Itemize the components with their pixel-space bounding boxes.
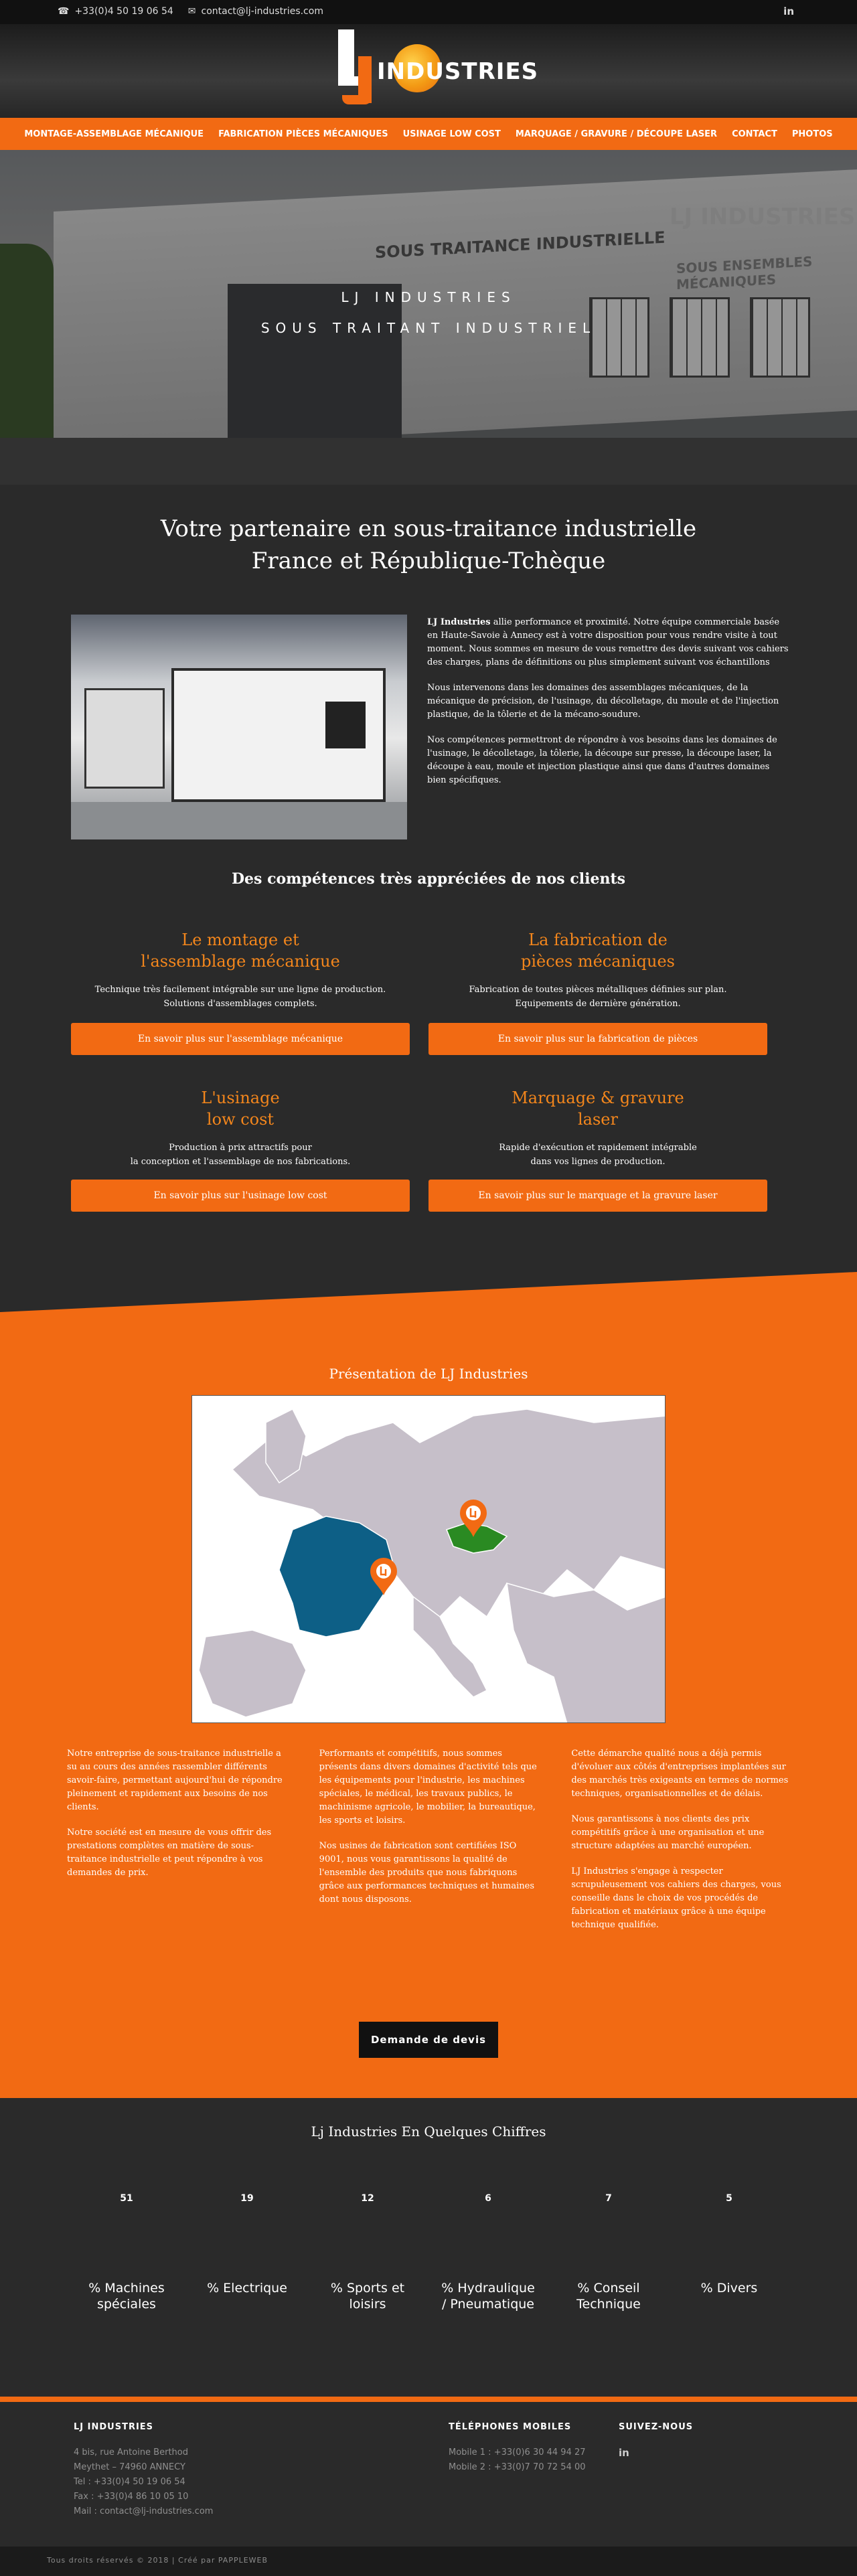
nav-item-contact[interactable]: CONTACT bbox=[732, 129, 777, 139]
skill-card-usinage bbox=[71, 1087, 410, 1201]
figure-label-line-1: % Hydraulique bbox=[441, 2281, 535, 2296]
footer-address-line: Meythet – 74960 ANNECY bbox=[74, 2462, 185, 2472]
presentation-paragraph: Performants et compétitifs, nous sommes présents dans divers domaines d'activité tels que les équipements pour l'industrie, les machines spéciales, le médical, les travaux publics, le machinisme agricole, le mobilier, la bureautique, les sports et loisirs. bbox=[319, 1749, 537, 1826]
skill-title-line-1: Marquage & gravure bbox=[512, 1089, 684, 1107]
figures-title: Lj Industries En Quelques Chiffres bbox=[311, 2123, 546, 2140]
figure-label bbox=[558, 2280, 659, 2312]
figure-item bbox=[558, 2193, 659, 2312]
top-phone-text: +33(0)4 50 19 06 54 bbox=[74, 6, 173, 17]
skill-card-fabrication bbox=[428, 929, 767, 1044]
skill-desc-line-2: Solutions d'assemblages complets. bbox=[163, 999, 317, 1009]
figure-label bbox=[317, 2280, 418, 2312]
skill-title-line-2: l'assemblage mécanique bbox=[141, 952, 340, 971]
intro-paragraph-2: Nous intervenons dans les domaines des assemblages mécaniques, de la mécanique de précision, de l'usinage, du décolletage, du moule et de l'injection plastique, de la tôlerie et de la mécano-soudure. bbox=[427, 683, 779, 720]
figure-label-line-2: Technique bbox=[576, 2297, 641, 2312]
figure-item bbox=[76, 2193, 177, 2312]
presentation-column-3 bbox=[571, 1747, 790, 1944]
top-bar bbox=[0, 0, 857, 24]
figure-label-line-1: % Divers bbox=[700, 2281, 758, 2296]
skill-title-line-2: laser bbox=[578, 1110, 618, 1129]
factory-photo bbox=[71, 615, 407, 839]
skill-button-marquage[interactable]: En savoir plus sur le marquage et la gravure laser bbox=[428, 1180, 767, 1212]
skill-desc-line-2: la conception et l'assemblage de nos fabrications. bbox=[130, 1157, 351, 1167]
skill-desc-line-1: Production à prix attractifs pour bbox=[169, 1143, 312, 1153]
figure-number: 5 bbox=[726, 2193, 732, 2204]
footer-mobile-2[interactable]: Mobile 2 : +33(0)7 70 72 54 00 bbox=[449, 2462, 586, 2472]
hero-tagline-2: SOUS TRAITANT INDUSTRIEL bbox=[260, 320, 597, 336]
skill-desc-line-1: Fabrication de toutes pièces métalliques définies sur plan. bbox=[469, 985, 727, 995]
presentation-paragraph: Notre entreprise de sous-traitance industrielle a su au cours des années rassembler différents savoir-faire, permettant aujourd'hui de répondre pleinement et rapidement aux besoins de nos clients. bbox=[67, 1749, 283, 1812]
skill-desc-line-1: Rapide d'exécution et rapidement intégrable bbox=[499, 1143, 697, 1153]
nav-item-montage[interactable]: MONTAGE-ASSEMBLAGE MÉCANIQUE bbox=[24, 129, 204, 139]
presentation-paragraph: LJ Industries s'engage à respecter scrupuleusement vos cahiers des charges, vous conseille dans le choix de vos procédés de fabrication et matériaux grâce à une équipe technique qualifiée. bbox=[571, 1866, 781, 1930]
logo[interactable] bbox=[338, 29, 539, 112]
logo-j-hook bbox=[342, 95, 372, 104]
intro-title-line-2: France et République-Tchèque bbox=[251, 548, 606, 574]
footer-mail[interactable]: Mail : contact@lj-industries.com bbox=[74, 2506, 214, 2516]
footer bbox=[0, 2397, 857, 2547]
footer-social bbox=[619, 2422, 693, 2460]
europe-map bbox=[191, 1395, 666, 1723]
figure-label bbox=[438, 2280, 538, 2312]
figure-number: 6 bbox=[485, 2193, 491, 2204]
skill-title bbox=[428, 1087, 767, 1130]
intro-text bbox=[427, 616, 789, 799]
nav-item-marquage[interactable]: MARQUAGE / GRAVURE / DÉCOUPE LASER bbox=[515, 129, 718, 139]
footer-company bbox=[74, 2422, 213, 2519]
skill-card-marquage bbox=[428, 1087, 767, 1201]
nav-item-photos[interactable]: PHOTOS bbox=[791, 129, 833, 139]
skill-desc bbox=[428, 1141, 767, 1169]
skill-desc bbox=[428, 983, 767, 1011]
footer-mobiles bbox=[449, 2422, 586, 2475]
linkedin-icon[interactable]: in bbox=[783, 5, 794, 17]
intro-paragraph-1 bbox=[427, 616, 789, 669]
top-contact bbox=[58, 6, 323, 17]
nav-item-usinage[interactable]: USINAGE LOW COST bbox=[402, 129, 501, 139]
skill-button-usinage[interactable]: En savoir plus sur l'usinage low cost bbox=[71, 1180, 410, 1212]
figure-number: 51 bbox=[120, 2193, 133, 2204]
figure-item bbox=[679, 2193, 779, 2312]
skill-title bbox=[71, 1087, 410, 1130]
figures-list bbox=[76, 2193, 779, 2312]
skill-card-montage bbox=[71, 929, 410, 1044]
figure-label-line-2: loisirs bbox=[349, 2297, 386, 2312]
intro-paragraph-3: Nos compétences permettront de répondre à vos besoins dans les domaines de l'usinage, le décolletage, la tôlerie, la découpe sur presse, la découpe laser, la découpe à eau, moule et injection plastique ainsi que dans d'autres domaines bien spécifiques. bbox=[427, 735, 777, 785]
skill-title bbox=[428, 929, 767, 972]
figure-item bbox=[438, 2193, 538, 2312]
skill-desc-line-2: Equipements de dernière génération. bbox=[515, 999, 681, 1009]
footer-fax: Fax : +33(0)4 86 10 05 10 bbox=[74, 2492, 189, 2502]
presentation-paragraph: Notre société est en mesure de vous offrir des prestations complètes en matière de sous-traitance industrielle et peut répondre à vos demandes de prix. bbox=[67, 1828, 272, 1878]
skill-title-line-1: L'usinage bbox=[201, 1089, 280, 1107]
nav-item-fabrication[interactable]: FABRICATION PIÈCES MÉCANIQUES bbox=[218, 129, 388, 139]
footer-mobile-1[interactable]: Mobile 1 : +33(0)6 30 44 94 27 bbox=[449, 2447, 586, 2458]
figure-label bbox=[679, 2280, 779, 2296]
hero-building-sign: SOUS TRAITANCE INDUSTRIELLE bbox=[375, 228, 666, 262]
figure-number: 19 bbox=[240, 2193, 254, 2204]
hero-tagline-1: LJ INDUSTRIES bbox=[341, 289, 516, 305]
figure-number: 7 bbox=[605, 2193, 612, 2204]
map-svg bbox=[192, 1396, 666, 1723]
footer-social-title: SUIVEZ-NOUS bbox=[619, 2422, 694, 2432]
figure-label bbox=[197, 2280, 297, 2296]
photo-floor bbox=[71, 802, 407, 839]
skill-button-fabrication[interactable]: En savoir plus sur la fabrication de pièces bbox=[428, 1023, 767, 1055]
mail-icon: ✉ bbox=[187, 6, 196, 17]
copyright-bar bbox=[0, 2547, 857, 2576]
main-nav bbox=[0, 118, 857, 150]
figure-item bbox=[317, 2193, 418, 2312]
linkedin-icon[interactable]: in bbox=[619, 2447, 629, 2459]
skill-title-line-1: La fabrication de bbox=[528, 931, 668, 949]
skill-title-line-1: Le montage et bbox=[181, 931, 299, 949]
intro-title-line-1: Votre partenaire en sous-traitance industrielle bbox=[160, 515, 697, 542]
skill-desc-line-2: dans vos lignes de production. bbox=[530, 1157, 666, 1167]
phone-icon: ☎ bbox=[58, 6, 70, 17]
skill-title bbox=[71, 929, 410, 972]
intro-title bbox=[0, 513, 857, 577]
figure-label-line-2: / Pneumatique bbox=[441, 2297, 534, 2312]
presentation-columns bbox=[67, 1747, 790, 1944]
skill-title-line-2: pièces mécaniques bbox=[520, 952, 675, 971]
footer-company-title: LJ INDUSTRIES bbox=[74, 2422, 154, 2432]
presentation-column-1 bbox=[67, 1747, 286, 1944]
intro-company-name: LJ Industries bbox=[427, 617, 491, 627]
figure-label-line-1: % Conseil bbox=[577, 2281, 640, 2296]
presentation-paragraph: Nos usines de fabrication sont certifiées ISO 9001, nous vous garantissons la qualité de l'ensemble des produits que nous fabriquons grâce aux performances techniques et humaines dont nous disposons. bbox=[319, 1841, 535, 1905]
presentation-paragraph: Nous garantissons à nos clients des prix compétitifs grâce à une organisation et une structure adaptées au marché européen. bbox=[571, 1814, 765, 1851]
hero-building-sign-2: SOUS ENSEMBLES MÉCANIQUES bbox=[676, 253, 813, 293]
quote-request-button[interactable]: Demande de devis bbox=[359, 2022, 498, 2058]
skill-desc bbox=[71, 983, 410, 1011]
top-email[interactable] bbox=[188, 6, 323, 17]
figure-label-line-2: spéciales bbox=[97, 2297, 156, 2312]
top-phone[interactable] bbox=[58, 6, 173, 17]
figure-number: 12 bbox=[361, 2193, 374, 2204]
hero bbox=[0, 150, 857, 485]
footer-phone[interactable]: Tel : +33(0)4 50 19 06 54 bbox=[74, 2477, 185, 2487]
presentation-column-2 bbox=[319, 1747, 538, 1944]
pin-logo-circle bbox=[466, 1506, 481, 1520]
logo-brand-text: INDUSTRIES bbox=[377, 58, 539, 85]
top-email-text: contact@lj-industries.com bbox=[201, 6, 323, 17]
figure-item bbox=[197, 2193, 297, 2312]
presentation-paragraph: Cette démarche qualité nous a déjà permis d'évoluer aux côtés d'entreprises implantées sur des marchés très exigeants en termes de normes techniques, organisationnelles et de délais. bbox=[571, 1749, 789, 1799]
figure-label-line-1: % Sports et bbox=[330, 2281, 405, 2296]
header bbox=[0, 24, 857, 118]
presentation-title: Présentation de LJ Industries bbox=[329, 1366, 528, 1382]
pin-logo-circle bbox=[376, 1564, 391, 1579]
footer-address-line: 4 bis, rue Antoine Berthod bbox=[74, 2447, 188, 2458]
figure-label-line-1: % Machines bbox=[88, 2281, 165, 2296]
skill-desc bbox=[71, 1141, 410, 1169]
skill-title-line-2: low cost bbox=[206, 1110, 275, 1129]
footer-mobiles-title: TÉLÉPHONES MOBILES bbox=[449, 2422, 572, 2432]
photo-control-panel bbox=[325, 702, 366, 748]
map-land-iberia bbox=[199, 1630, 306, 1717]
copyright-text: Tous droits réservés © 2018 | Créé par PAPPLEWEB bbox=[47, 2556, 268, 2565]
skills-title: Des compétences très appréciées de nos clients bbox=[231, 870, 626, 888]
hero-building-logo: LJ INDUSTRIES bbox=[670, 204, 856, 230]
photo-machine-left bbox=[84, 688, 165, 789]
hero-overlay bbox=[0, 150, 857, 485]
skill-desc-line-1: Technique très facilement intégrable sur une ligne de production. bbox=[94, 985, 386, 995]
figure-label-line-1: % Electrique bbox=[207, 2281, 287, 2296]
figure-label bbox=[76, 2280, 177, 2312]
intro-paragraph-1-text: allie performance et proximité. Notre équipe commerciale basée en Haute-Savoie à Annecy est à votre disposition pour vous rendre visite à tout moment. Nous sommes en mesure de vous remettre des devis suivant vos cahiers des charges, plans de définitions ou plus simplement suivant vos échantillons bbox=[427, 617, 789, 667]
skill-button-montage[interactable]: En savoir plus sur l'assemblage mécanique bbox=[71, 1023, 410, 1055]
